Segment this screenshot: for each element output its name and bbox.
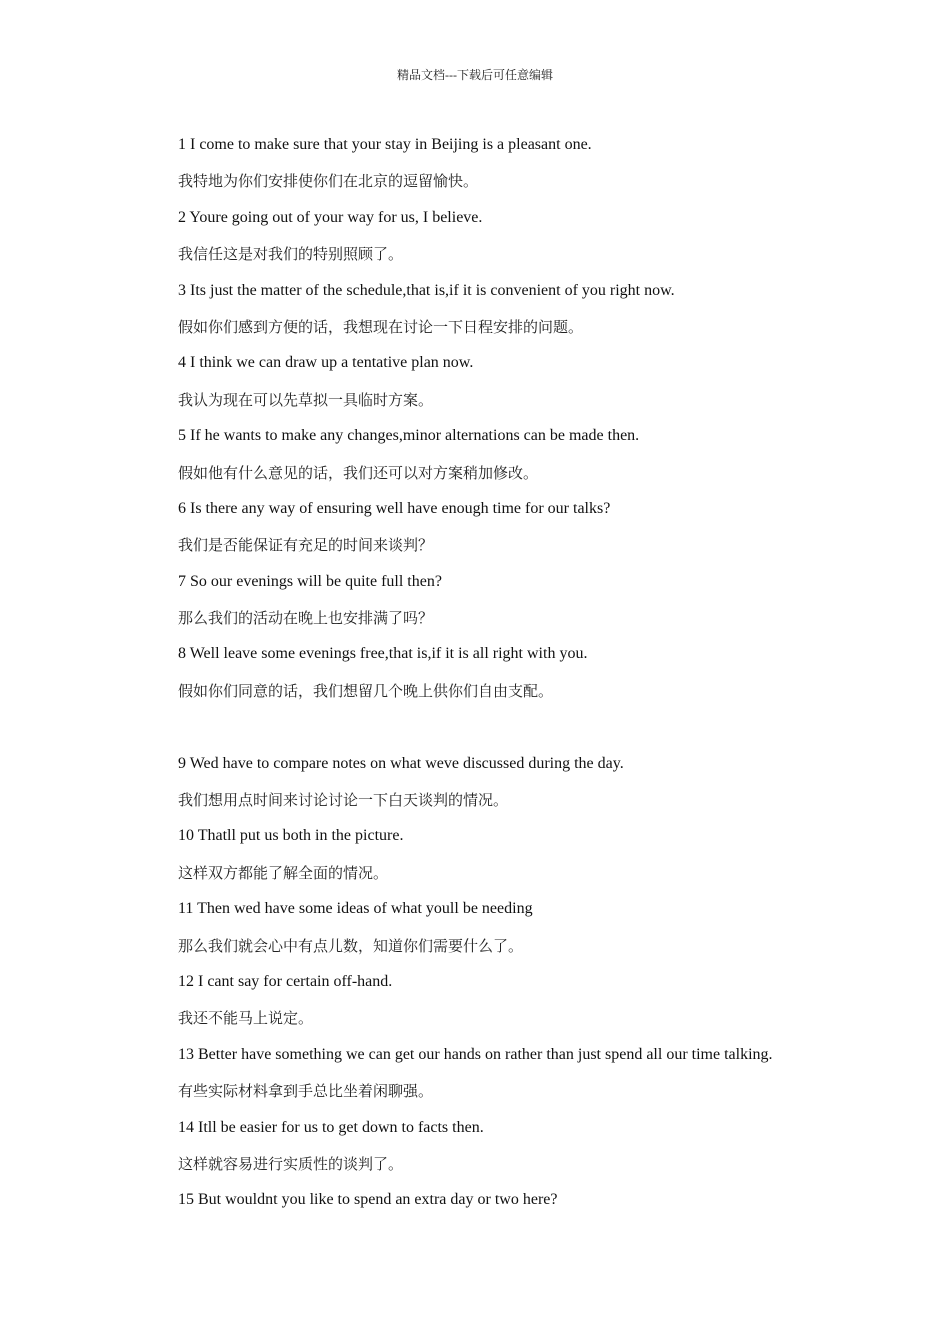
sentence-zh-8: 假如你们同意的话，我们想留几个晚上供你们自由支配。 xyxy=(178,681,554,700)
sentence-zh-11: 那么我们就会心中有点儿数，知道你们需要什么了。 xyxy=(178,936,524,955)
sentence-zh-12: 我还不能马上说定。 xyxy=(178,1009,314,1028)
sentence-en-13: 13 Better have something we can get our hands on rather than just spend all our time talking. xyxy=(178,1045,773,1063)
sentence-en-5: 5 If he wants to make any changes,minor alternations can be made then. xyxy=(178,427,640,445)
sentence-zh-2: 我信任这是对我们的特别照顾了。 xyxy=(178,245,404,264)
sentence-en-8: 8 Well leave some evenings free,that is,if it is all right with you. xyxy=(178,645,588,663)
sentence-en-4: 4 I think we can draw up a tentative plan now. xyxy=(178,354,474,372)
sentence-en-15: 15 But wouldnt you like to spend an extra day or two here? xyxy=(178,1191,558,1209)
sentence-en-6: 6 Is there any way of ensuring well have enough time for our talks? xyxy=(178,499,611,517)
sentence-zh-3: 假如你们感到方便的话，我想现在讨论一下日程安排的问题。 xyxy=(178,317,584,336)
sentence-en-2: 2 Youre going out of your way for us, I believe. xyxy=(178,208,483,226)
sentence-en-12: 12 I cant say for certain off-hand. xyxy=(178,972,393,990)
sentence-zh-5: 假如他有什么意见的话，我们还可以对方案稍加修改。 xyxy=(178,463,539,482)
page-header: 精品文档---下载后可任意编辑 xyxy=(397,68,553,82)
sentence-zh-1: 我特地为你们安排使你们在北京的逗留愉快。 xyxy=(178,172,479,191)
sentence-en-14: 14 Itll be easier for us to get down to facts then. xyxy=(178,1118,484,1136)
document-body xyxy=(178,127,878,1219)
sentence-zh-6: 我们是否能保证有充足的时间来谈判？ xyxy=(178,536,434,555)
sentence-en-7: 7 So our evenings will be quite full then? xyxy=(178,572,442,590)
sentence-zh-4: 我认为现在可以先草拟一具临时方案。 xyxy=(178,390,434,409)
sentence-zh-13: 有些实际材料拿到手总比坐着闲聊强。 xyxy=(178,1082,434,1101)
sentence-zh-10: 这样双方都能了解全面的情况。 xyxy=(178,863,389,882)
sentence-en-9: 9 Wed have to compare notes on what weve discussed during the day. xyxy=(178,754,624,772)
sentence-en-1: 1 I come to make sure that your stay in Beijing is a pleasant one. xyxy=(178,136,592,153)
blank-line xyxy=(178,709,878,745)
sentence-zh-14: 这样就容易进行实质性的谈判了。 xyxy=(178,1154,404,1173)
sentence-en-10: 10 Thatll put us both in the picture. xyxy=(178,827,404,845)
sentence-zh-7: 那么我们的活动在晚上也安排满了吗？ xyxy=(178,609,434,628)
sentence-en-3: 3 Its just the matter of the schedule,that is,if it is convenient of you right now. xyxy=(178,281,675,299)
sentence-zh-9: 我们想用点时间来讨论讨论一下白天谈判的情况。 xyxy=(178,791,509,810)
sentence-en-11: 11 Then wed have some ideas of what youll be needing xyxy=(178,900,533,918)
